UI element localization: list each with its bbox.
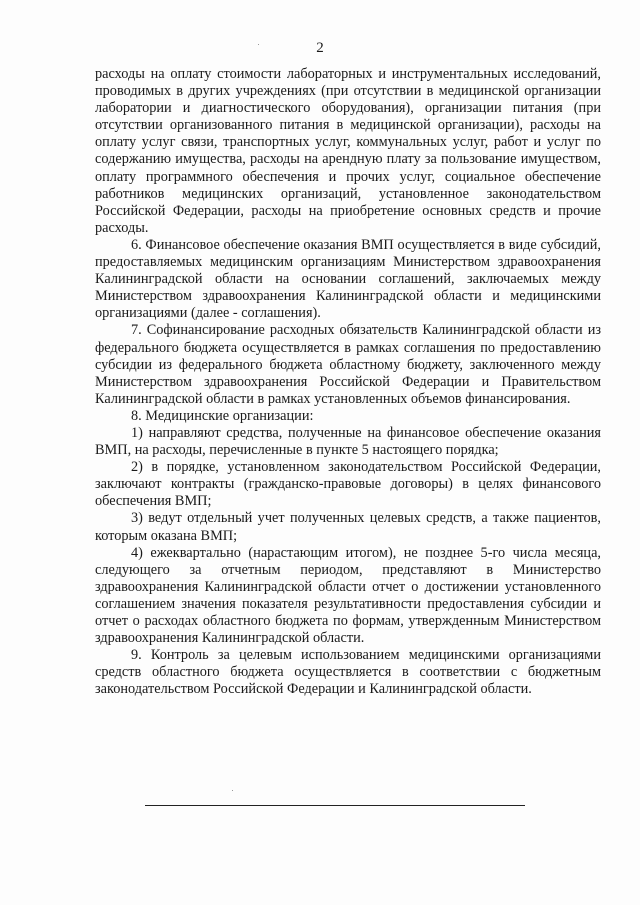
paragraph-continuation: расходы на оплату стоимости лабораторных и инструментальных исследований, проводимых в других учреждениях (при отсутствии в медицинской организации лаборатории и диагностического оборудования), организации питания (при отсутствии организованного питания в медицинской организации), расходы на оплату услуг связи, транспортных услуг, коммунальных услуг, работ и услуг по содержанию имущества, расходы на арендную плату за пользование имуществом, оплату программного обеспечения и прочих услуг, социальное обеспечение работников медицинских организаций, установленное законодательством Российской Федерации, расходы на приобретение основных средств и прочие расходы. <box>95 66 601 236</box>
document-body <box>95 66 601 698</box>
scan-speck <box>232 790 233 791</box>
paragraph-9: 9. Контроль за целевым использованием медицинскими организациями средств областного бюджета осуществляется в соответствии с бюджетным законодательством Российской Федерации и Калининградской области. <box>95 647 601 698</box>
paragraph-7: 7. Софинансирование расходных обязательств Калининградской области из федерального бюджета осуществляется в рамках соглашения по предоставлению субсидии из федерального бюджета областному бюджету, заключенного между Министерством здравоохранения Российской Федерации и Правительством Калининградской области в рамках установленных объемов финансирования. <box>95 322 601 407</box>
paragraph-8-item-3: 3) ведут отдельный учет полученных целевых средств, а также пациентов, которым оказана ВМП; <box>95 510 601 544</box>
paragraph-6: 6. Финансовое обеспечение оказания ВМП осуществляется в виде субсидий, предоставляемых медицинским организациям Министерством здравоохранения Калининградской области на основании соглашений, заключаемых между Министерством здравоохранения Калининградской области и медицинскими организациями (далее - соглашения). <box>95 236 601 322</box>
paragraph-8-item-2: 2) в порядке, установленном законодательством Российской Федерации, заключают контракты (гражданско-правовые договоры) в целях финансового обеспечения ВМП; <box>95 459 601 510</box>
end-of-text-rule <box>145 805 525 806</box>
paragraph-8-heading: 8. Медицинские организации: <box>131 407 314 424</box>
paragraph-8-item-4: 4) ежеквартально (нарастающим итогом), не позднее 5-го числа месяца, следующего за отчетным периодом, представляют в Министерство здравоохранения Калининградской области отчет о достижении установленного соглашением значения показателя результативности предоставления субсидии и отчет о расходах областного бюджета по формам, утвержденным Министерством здравоохранения Калининградской области. <box>95 544 601 647</box>
paragraph-8-item-1: 1) направляют средства, полученные на финансовое обеспечение оказания ВМП, на расходы, перечисленные в пункте 5 настоящего порядка; <box>95 424 601 459</box>
page-number: 2 <box>316 40 324 56</box>
